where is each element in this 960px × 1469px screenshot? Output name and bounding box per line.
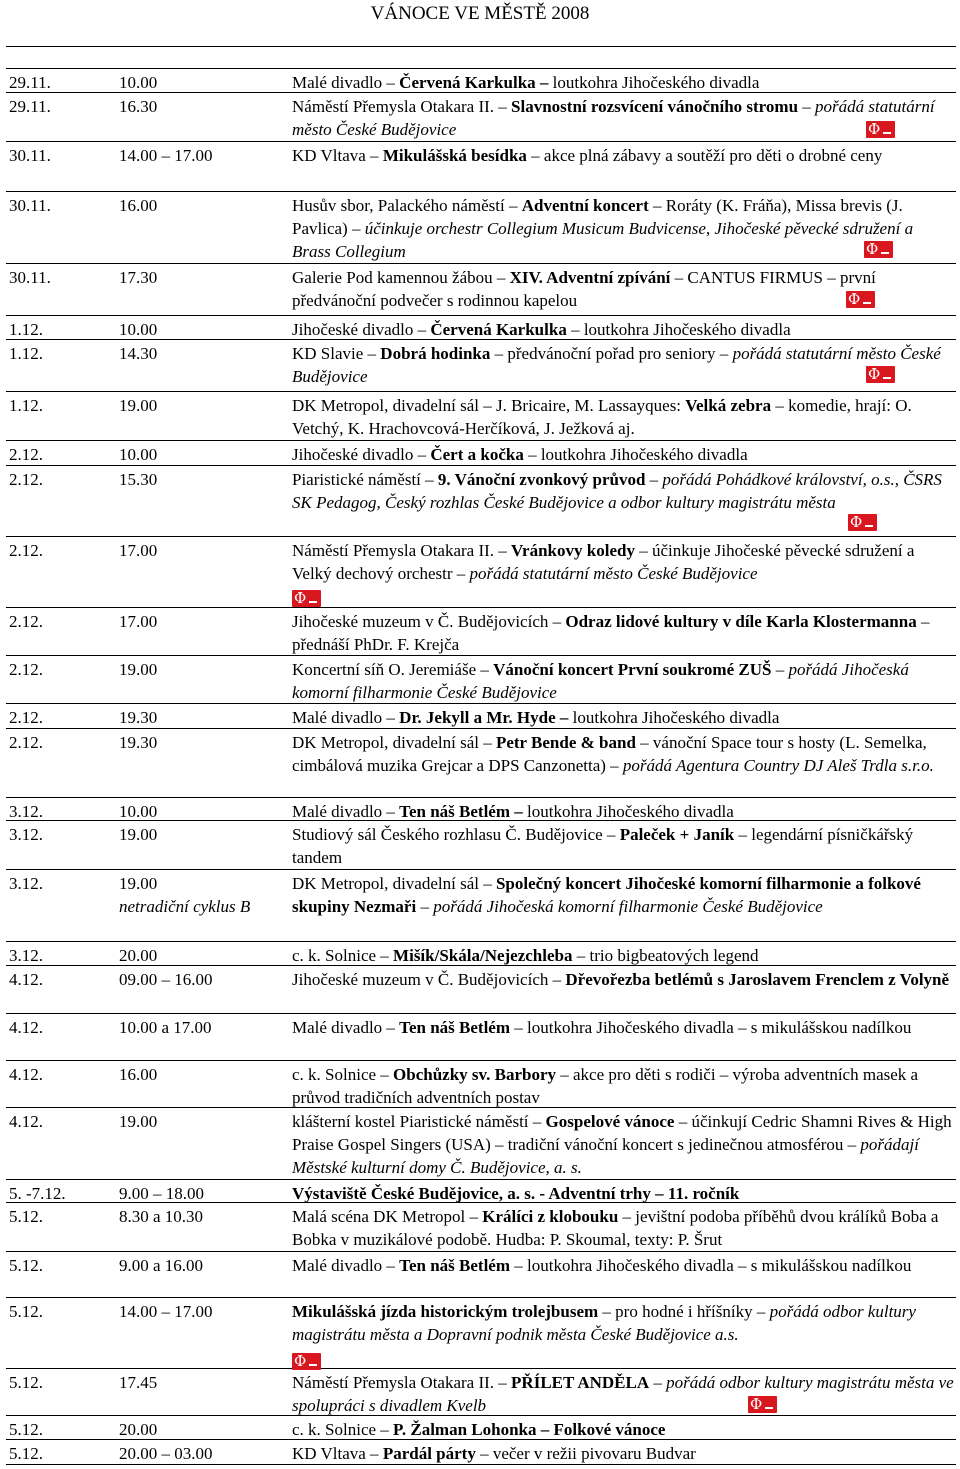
event-description: DK Metropol, divadelní sál – Společný koncert Jihočeské komorní filharmonie a folkové skupiny Nezmaři – pořádá Jihočeská komorní filharmonie České Budějovice (292, 874, 921, 916)
event-time-value: 10.00 (119, 802, 158, 821)
event-time (119, 468, 291, 491)
event-description: Malé divadlo – Ten náš Betlém – loutkohra Jihočeského divadla – s mikulášskou nadílkou (292, 1018, 912, 1037)
event-date: 5.12. (9, 1207, 43, 1226)
event-date: 1.12. (9, 344, 43, 363)
event-row (6, 1371, 956, 1418)
event-time (119, 1254, 291, 1277)
event-time (119, 71, 291, 94)
row-divider (6, 191, 956, 192)
row-divider (6, 92, 956, 93)
event-description: Husův sbor, Palackého náměstí – Adventní koncert – Roráty (K. Fráňa), Missa brevis (J. Pavlica) – účinkuje orchestr Collegium Musicum Budvicense, Jihočeské pěvecké sdružení a Brass Collegium (292, 196, 914, 261)
event-row (6, 1110, 956, 1182)
event-description: Náměstí Přemysla Otakara II. – PŘÍLET ANDĚLA – pořádá odbor kultury magistrátu města ve spolupráci s divadlem Kvelb (292, 1373, 954, 1415)
event-date: 2.12. (9, 708, 43, 727)
event-date: 5.12. (9, 1256, 43, 1275)
event-time-value: 20.00 – 03.00 (119, 1444, 213, 1463)
row-divider (6, 1013, 956, 1014)
event-time (119, 1063, 291, 1086)
row-divider (6, 607, 956, 608)
event-description: Studiový sál Českého rozhlasu Č. Budějovice – Paleček + Janík – legendární písničkářský tandem (292, 825, 914, 867)
row-divider (6, 797, 956, 798)
event-time-value: 19.00 (119, 1112, 158, 1131)
event-description: Výstaviště České Budějovice, a. s. - Adventní trhy – 11. ročník (292, 1184, 740, 1203)
city-logo-icon (748, 1396, 777, 1413)
event-date: 30.11. (9, 196, 51, 215)
event-time-value: 10.00 (119, 445, 158, 464)
event-date: 5.12. (9, 1420, 43, 1439)
row-divider (6, 1202, 956, 1203)
event-date: 4.12. (9, 1018, 43, 1037)
event-time (119, 1300, 291, 1323)
event-description: c. k. Solnice – Obchůzky sv. Barbory – akce pro děti s rodiči – výroba adventních masek a průvod tradičních adventních postav (292, 1065, 919, 1107)
event-row (6, 968, 956, 1016)
city-logo-icon (864, 241, 893, 258)
event-time-value: 19.30 (119, 708, 158, 727)
event-time (119, 342, 291, 365)
event-row (6, 394, 956, 443)
event-description: Jihočeské divadlo – Čert a kočka – loutkohra Jihočeského divadla (292, 445, 748, 464)
event-time (119, 443, 291, 466)
event-time-value: 15.30 (119, 470, 158, 489)
event-row (6, 1016, 956, 1063)
event-description: KD Vltava – Mikulášská besídka – akce plná zábavy a soutěží pro děti o drobné ceny (292, 146, 883, 165)
event-time-value: 19.00 (119, 874, 158, 893)
event-time-value: 10.00 (119, 320, 158, 339)
event-description: c. k. Solnice – Mišík/Skála/Nejezchleba – trio bigbeatových legend (292, 946, 759, 965)
event-date: 1.12. (9, 320, 43, 339)
event-time-value: 17.00 (119, 541, 158, 560)
event-date: 4.12. (9, 1065, 43, 1084)
event-time-value: 10.00 (119, 73, 158, 92)
event-description: Malé divadlo – Ten náš Betlém – loutkohra Jihočeského divadla – s mikulášskou nadílkou (292, 1256, 912, 1275)
event-time-value: 20.00 (119, 946, 158, 965)
event-date: 3.12. (9, 946, 43, 965)
row-divider (6, 391, 956, 392)
event-description: Koncertní síň O. Jeremiáše – Vánoční koncert První soukromé ZUŠ – pořádá Jihočeská komorní filharmonie České Budějovice (292, 660, 909, 702)
row-divider (6, 536, 956, 537)
city-logo-icon (292, 1353, 321, 1370)
event-date: 5.12. (9, 1444, 43, 1463)
event-time (119, 1442, 291, 1465)
event-date: 5. -7.12. (9, 1184, 66, 1203)
event-time (119, 318, 291, 341)
event-date: 2.12. (9, 445, 43, 464)
row-divider (6, 141, 956, 142)
event-date: 2.12. (9, 470, 43, 489)
event-row (6, 658, 956, 706)
city-logo-icon (848, 514, 877, 531)
event-time-value: 17.00 (119, 612, 158, 631)
event-row (6, 266, 956, 318)
event-description: Malé divadlo – Ten náš Betlém – loutkohra Jihočeského divadla (292, 802, 734, 821)
event-time-value: 14.00 – 17.00 (119, 146, 213, 165)
row-divider (6, 465, 956, 466)
city-logo-icon (866, 121, 895, 138)
event-row (6, 1300, 956, 1371)
event-time-value: 19.00 (119, 825, 158, 844)
event-time (119, 194, 291, 217)
event-time-value: 10.00 a 17.00 (119, 1018, 212, 1037)
row-divider (6, 965, 956, 966)
event-description: Malá scéna DK Metropol – Králíci z klobouku – jevištní podoba příběhů dvou králíků Boba a Bobka v muzikálové podobě. Hudba: P. Skoumal, texty: P. Šrut (292, 1207, 939, 1249)
event-date: 4.12. (9, 1112, 43, 1131)
event-description: Galerie Pod kamennou žábou – XIV. Adventní zpívání – CANTUS FIRMUS – první předvánoční podvečer s rodinnou kapelou (292, 268, 876, 310)
event-date: 4.12. (9, 970, 43, 989)
event-description: Jihočeské muzeum v Č. Budějovicích – Dřevořezba betlémů s Jaroslavem Frenclem z Volyně (292, 970, 950, 989)
event-row (6, 823, 956, 872)
city-logo-icon (846, 291, 875, 308)
event-date: 3.12. (9, 874, 43, 893)
event-date: 2.12. (9, 733, 43, 752)
event-time (119, 823, 291, 846)
row-divider (6, 263, 956, 264)
event-time-value: 17.45 (119, 1373, 158, 1392)
event-time-value: 14.30 (119, 344, 158, 363)
row-divider (6, 1297, 956, 1298)
event-date: 1.12. (9, 396, 43, 415)
event-time-value: 17.30 (119, 268, 158, 287)
event-time-value: 20.00 (119, 1420, 158, 1439)
event-time (119, 731, 291, 754)
event-row (6, 194, 956, 266)
row-divider (6, 339, 956, 340)
event-row (6, 1254, 956, 1300)
event-row (6, 95, 956, 144)
event-description: Piaristické náměstí – 9. Vánoční zvonkový průvod – pořádá Pohádkové království, o.s., ČSRS SK Pedagog, Český rozhlas České Budějovice a odbor kultury magistrátu města (292, 470, 942, 512)
event-time-note: netradiční cyklus B (119, 897, 251, 916)
event-time-value: 16.00 (119, 196, 158, 215)
event-row (6, 1063, 956, 1110)
row-divider (6, 1107, 956, 1108)
event-date: 3.12. (9, 825, 43, 844)
event-time-value: 16.30 (119, 97, 158, 116)
event-time (119, 144, 291, 167)
event-time (119, 266, 291, 289)
event-date: 5.12. (9, 1302, 43, 1321)
page-title: VÁNOCE VE MĚSTĚ 2008 (370, 3, 590, 24)
event-time-value: 14.00 – 17.00 (119, 1302, 213, 1321)
event-time (119, 658, 291, 681)
event-date: 30.11. (9, 268, 51, 287)
event-time (119, 968, 291, 991)
event-row (6, 468, 956, 539)
event-date: 29.11. (9, 97, 51, 116)
event-time-value: 19.00 (119, 396, 158, 415)
row-divider (6, 440, 956, 441)
event-date: 2.12. (9, 612, 43, 631)
event-time (119, 1205, 291, 1228)
row-divider (6, 941, 956, 942)
event-row (6, 872, 956, 944)
event-date: 5.12. (9, 1373, 43, 1392)
event-description: Jihočeské muzeum v Č. Budějovicích – Odraz lidové kultury v díle Karla Klostermanna – přednáší PhDr. F. Krejča (292, 612, 930, 654)
row-divider (6, 820, 956, 821)
row-divider (6, 315, 956, 316)
event-time-value: 19.30 (119, 733, 158, 752)
event-description: DK Metropol, divadelní sál – Petr Bende & band – vánoční Space tour s hosty (L. Semelka, cimbálová muzika Grejcar a DPS Canzonetta) – pořádá Agentura Country DJ Aleš Trdla s.r.o. (292, 733, 934, 775)
event-time (119, 1418, 291, 1441)
row-divider (6, 1179, 956, 1180)
event-description: Malé divadlo – Dr. Jekyll a Mr. Hyde – loutkohra Jihočeského divadla (292, 708, 780, 727)
event-time (119, 1110, 291, 1133)
event-time-value: 09.00 – 16.00 (119, 970, 213, 989)
event-date: 30.11. (9, 146, 51, 165)
event-row (6, 731, 956, 800)
row-divider (6, 46, 956, 47)
event-time (119, 394, 291, 417)
event-time (119, 539, 291, 562)
event-row (6, 539, 956, 610)
event-row (6, 1205, 956, 1254)
event-row (6, 342, 956, 394)
event-description: c. k. Solnice – P. Žalman Lohonka – Folkové vánoce (292, 1420, 666, 1439)
row-divider (6, 655, 956, 656)
event-time (119, 95, 291, 118)
event-description: Náměstí Přemysla Otakara II. – Slavnostní rozsvícení vánočního stromu – pořádá statutární město České Budějovice (292, 97, 935, 139)
event-date: 29.11. (9, 73, 51, 92)
event-time-value: 16.00 (119, 1065, 158, 1084)
row-divider (6, 1439, 956, 1440)
row-divider (6, 728, 956, 729)
event-description: KD Slavie – Dobrá hodinka – předvánoční pořad pro seniory – pořádá statutární město České Budějovice (292, 344, 941, 386)
event-date: 2.12. (9, 541, 43, 560)
event-description: klášterní kostel Piaristické náměstí – Gospelové vánoce – účinkují Cedric Shamni Rives & High Praise Gospel Singers (USA) – tradiční vánoční koncert s jedinečnou atmosférou – pořádají Městské kulturní domy Č. Budějovice, a. s. (292, 1112, 952, 1177)
event-time-value: 8.30 a 10.30 (119, 1207, 204, 1226)
event-date: 3.12. (9, 802, 43, 821)
event-description: Náměstí Přemysla Otakara II. – Vránkovy koledy – účinkuje Jihočeské pěvecké sdružení a Velký dechový orchestr – pořádá statutární město České Budějovice (292, 541, 915, 583)
city-logo-icon (292, 590, 321, 607)
row-divider (6, 703, 956, 704)
row-divider (6, 1251, 956, 1252)
event-row (6, 610, 956, 658)
event-description: Jihočeské divadlo – Červená Karkulka – loutkohra Jihočeského divadla (292, 320, 791, 339)
event-time (119, 1016, 291, 1039)
row-divider (6, 1415, 956, 1416)
event-time (119, 944, 291, 967)
city-logo-icon (866, 366, 895, 383)
row-divider (6, 1368, 956, 1369)
row-divider (6, 1060, 956, 1061)
event-row (6, 144, 956, 194)
event-description: Mikulášská jízda historickým trolejbusem – pro hodné i hříšníky – pořádá odbor kultury magistrátu města a Dopravní podnik města České Budějovice a.s. (292, 1302, 916, 1344)
event-time (119, 706, 291, 729)
event-date: 2.12. (9, 660, 43, 679)
event-description: Malé divadlo – Červená Karkulka – loutkohra Jihočeského divadla (292, 73, 760, 92)
row-divider (6, 869, 956, 870)
row-divider (6, 68, 956, 69)
event-time-value: 19.00 (119, 660, 158, 679)
row-divider (6, 1464, 956, 1465)
event-description: KD Vltava – Pardál párty – večer v režii pivovaru Budvar (292, 1444, 696, 1463)
event-time-value: 9.00 a 16.00 (119, 1256, 204, 1275)
event-time (119, 1371, 291, 1394)
event-description: DK Metropol, divadelní sál – J. Bricaire, M. Lassayques: Velká zebra – komedie, hrají: O. Vetchý, K. Hrachovcová-Herčíková, J. Ježková aj. (292, 396, 912, 438)
event-time (119, 610, 291, 633)
event-time (119, 872, 291, 918)
event-time-value: 9.00 – 18.00 (119, 1184, 204, 1203)
